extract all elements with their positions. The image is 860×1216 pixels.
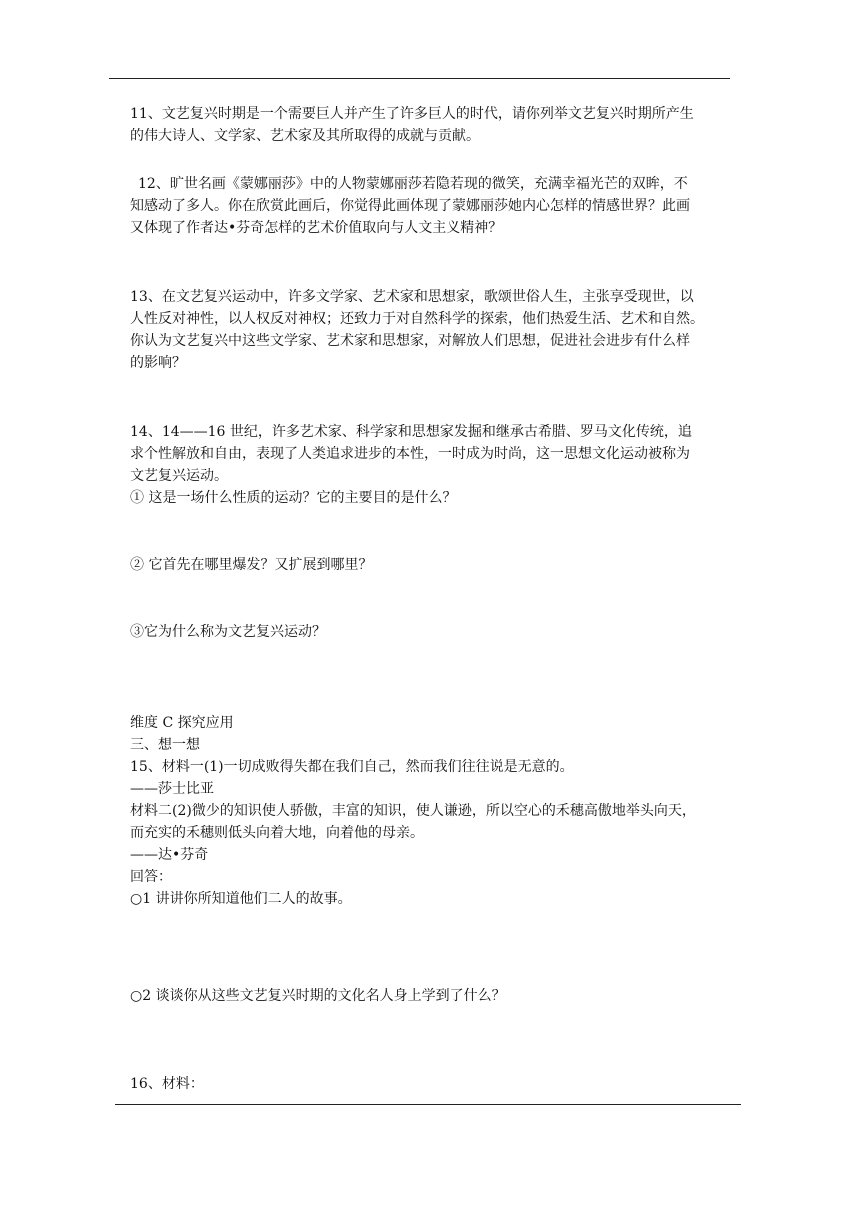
dimension-label: 维度 C 探究应用 (130, 715, 234, 731)
footer-rule (115, 1104, 741, 1105)
question-13-line: 的影响？ (130, 355, 186, 371)
question-11-line: 11、文艺复兴时期是一个需要巨人并产生了许多巨人的时代，请你列举文艺复兴时期所产生 (130, 106, 694, 122)
quote-author-2: ——达•芬奇 (130, 847, 209, 863)
question-12-line: 又体现了作者达•芬奇怎样的艺术价值取向与人文主义精神？ (130, 220, 503, 236)
question-12-line: 知感动了多人。你在欣赏此画后，你觉得此画体现了蒙娜丽莎她内心怎样的情感世界？此画 (130, 198, 690, 214)
question-15-material-1: 15、材料一(1)一切成败得失都在我们自己，然而我们往往说是无意的。 (130, 759, 574, 775)
question-11 (130, 103, 730, 147)
section-block (130, 712, 730, 910)
quote-author-1: ——莎士比亚 (130, 781, 214, 797)
question-15-sub-2: ○2 谈谈你从这些文艺复兴时期的文化名人身上学到了什么？ (130, 988, 506, 1004)
question-13-line: 13、在文艺复兴运动中，许多文学家、艺术家和思想家，歌颂世俗人生，主张享受现世，以 (130, 289, 694, 305)
answer-label: 回答： (130, 869, 172, 885)
question-13-line: 你认为文艺复兴中这些文学家、艺术家和思想家，对解放人们思想，促进社会进步有什么样 (130, 333, 690, 349)
question-15-material-2-line: 材料二(2)微少的知识使人骄傲，丰富的知识，使人谦逊，所以空心的禾穗高傲地举头向天， (130, 803, 696, 819)
question-14-line: 文艺复兴运动。 (130, 468, 228, 484)
question-14-line: 求个性解放和自由，表现了人类追求进步的本性，一时成为时尚，这一思想文化运动被称为 (130, 446, 690, 462)
question-16-label: 16、材料： (130, 1076, 204, 1092)
question-13 (130, 286, 730, 374)
question-14-sub-1: ① 这是一场什么性质的运动？它的主要目的是什么？ (130, 490, 457, 506)
question-14 (130, 421, 730, 509)
question-12-line: 12、旷世名画《蒙娜丽莎》中的人物蒙娜丽莎若隐若现的微笑，充满幸福光芒的双眸，不 (138, 176, 688, 192)
header-rule (109, 78, 730, 79)
question-14-line: 14、14——16 世纪，许多艺术家、科学家和思想家发掘和继承古希腊、罗马文化传统，追 (130, 424, 692, 440)
question-11-line: 的伟大诗人、文学家、艺术家及其所取得的成就与贡献。 (130, 128, 480, 144)
section-heading: 三、想一想 (130, 737, 200, 753)
question-12 (130, 173, 730, 239)
question-14-sub-3: ③它为什么称为文艺复兴运动？ (130, 624, 326, 640)
question-14-sub-2: ② 它首先在哪里爆发？又扩展到哪里？ (130, 557, 373, 573)
question-15-sub-1: ○1 讲讲你所知道他们二人的故事。 (130, 891, 352, 907)
question-13-line: 人性反对神性，以人权反对神权；还致力于对自然科学的探索，他们热爱生活、艺术和自然。 (130, 311, 704, 327)
question-15-material-2-line: 而充实的禾穗则低头向着大地，向着他的母亲。 (130, 825, 424, 841)
